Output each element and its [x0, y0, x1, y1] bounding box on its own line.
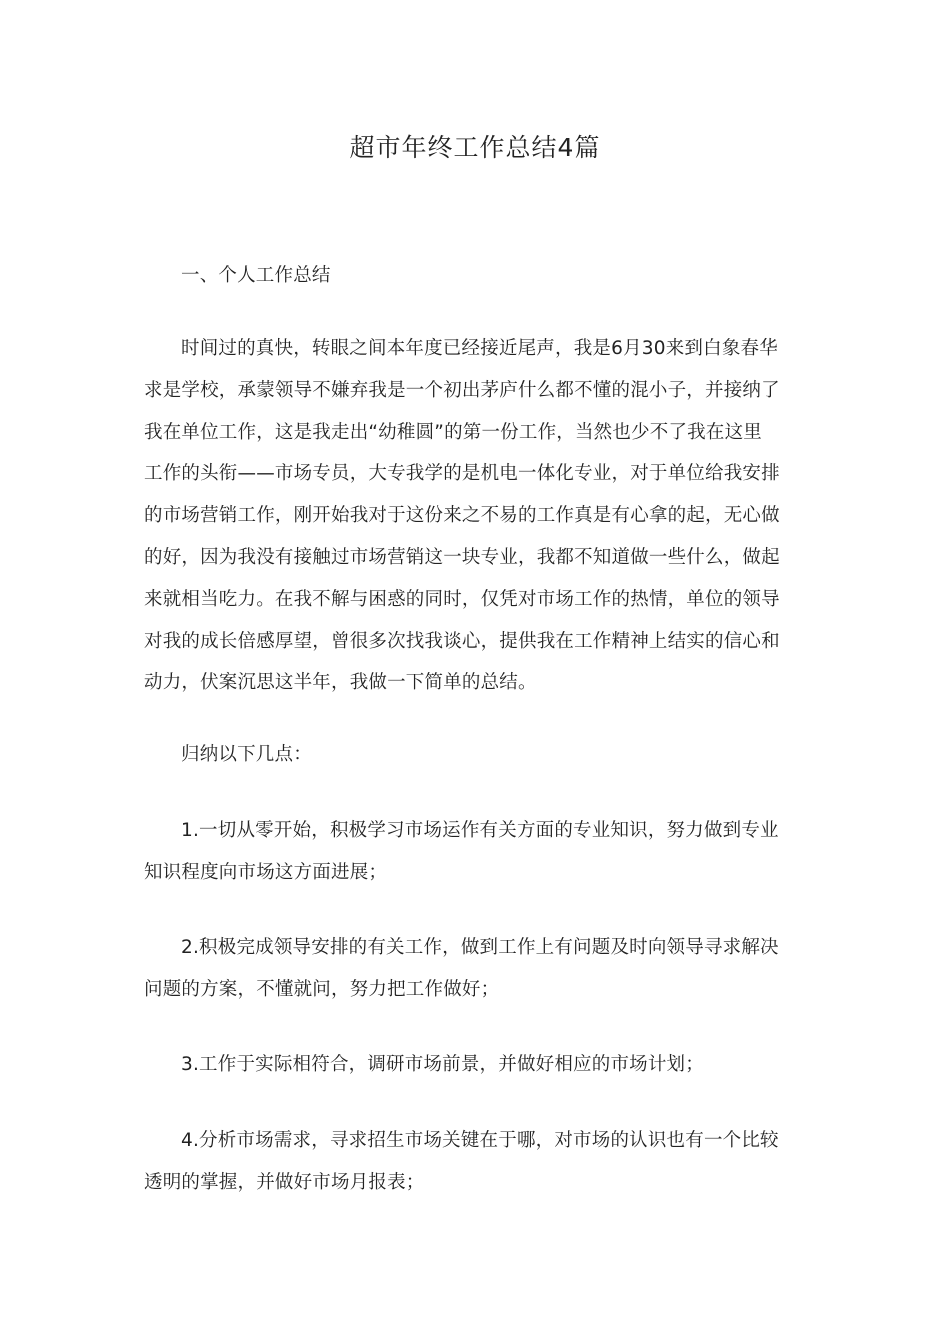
paragraph-line: 的好，因为我没有接触过市场营销这一块专业，我都不知道做一些什么，做起: [144, 546, 780, 568]
intro-paragraph: [144, 328, 796, 704]
paragraph-line: 对我的成长倍感厚望，曾很多次找我谈心，提供我在工作精神上结实的信心和: [144, 630, 780, 652]
document-title: 超市年终工作总结4篇: [349, 133, 601, 162]
section-heading: [144, 255, 796, 297]
summary-lead: [144, 734, 796, 776]
paragraph-line: 的市场营销工作，刚开始我对于这份来之不易的工作真是有心拿的起，无心做: [144, 505, 780, 527]
paragraph-line: 时间过的真快，转眼之间本年度已经接近尾声，我是6月30来到白象春华: [181, 338, 778, 359]
list-item: [144, 927, 796, 1011]
summary-lead-text: 归纳以下几点：: [181, 744, 312, 765]
paragraph-line: 我在单位工作，这是我走出“幼稚圆”的第一份工作，当然也少不了我在这里: [144, 421, 762, 443]
list-item: [144, 1120, 796, 1204]
paragraph-line: 工作的头衔——市场专员，大专我学的是机电一体化专业，对于单位给我安排: [144, 463, 780, 485]
paragraph-line: 求是学校，承蒙领导不嫌弃我是一个初出茅庐什么都不懂的混小子，并接纳了: [144, 379, 780, 401]
list-item: [144, 1044, 796, 1086]
paragraph-line: 来就相当吃力。在我不解与困惑的同时，仅凭对市场工作的热情，单位的领导: [144, 588, 780, 610]
list-item-line: 3.工作于实际相符合，调研市场前景，并做好相应的市场计划；: [181, 1054, 704, 1075]
section-heading-text: 一、个人工作总结: [181, 265, 331, 286]
list-item-line: 透明的掌握，并做好市场月报表；: [144, 1171, 425, 1193]
list-item-line: 1.一切从零开始，积极学习市场运作有关方面的专业知识，努力做到专业: [181, 820, 779, 841]
list-item-line: 4.分析市场需求，寻求招生市场关键在于哪，对市场的认识也有一个比较: [181, 1130, 779, 1151]
list-item-line: 知识程度向市场这方面进展；: [144, 861, 388, 883]
list-item: [144, 810, 796, 894]
paragraph-line: 动力，伏案沉思这半年，我做一下简单的总结。: [144, 672, 537, 694]
list-item-line: 问题的方案，不懂就问，努力把工作做好；: [144, 978, 500, 1000]
list-item-line: 2.积极完成领导安排的有关工作，做到工作上有问题及时向领导寻求解决: [181, 937, 779, 958]
